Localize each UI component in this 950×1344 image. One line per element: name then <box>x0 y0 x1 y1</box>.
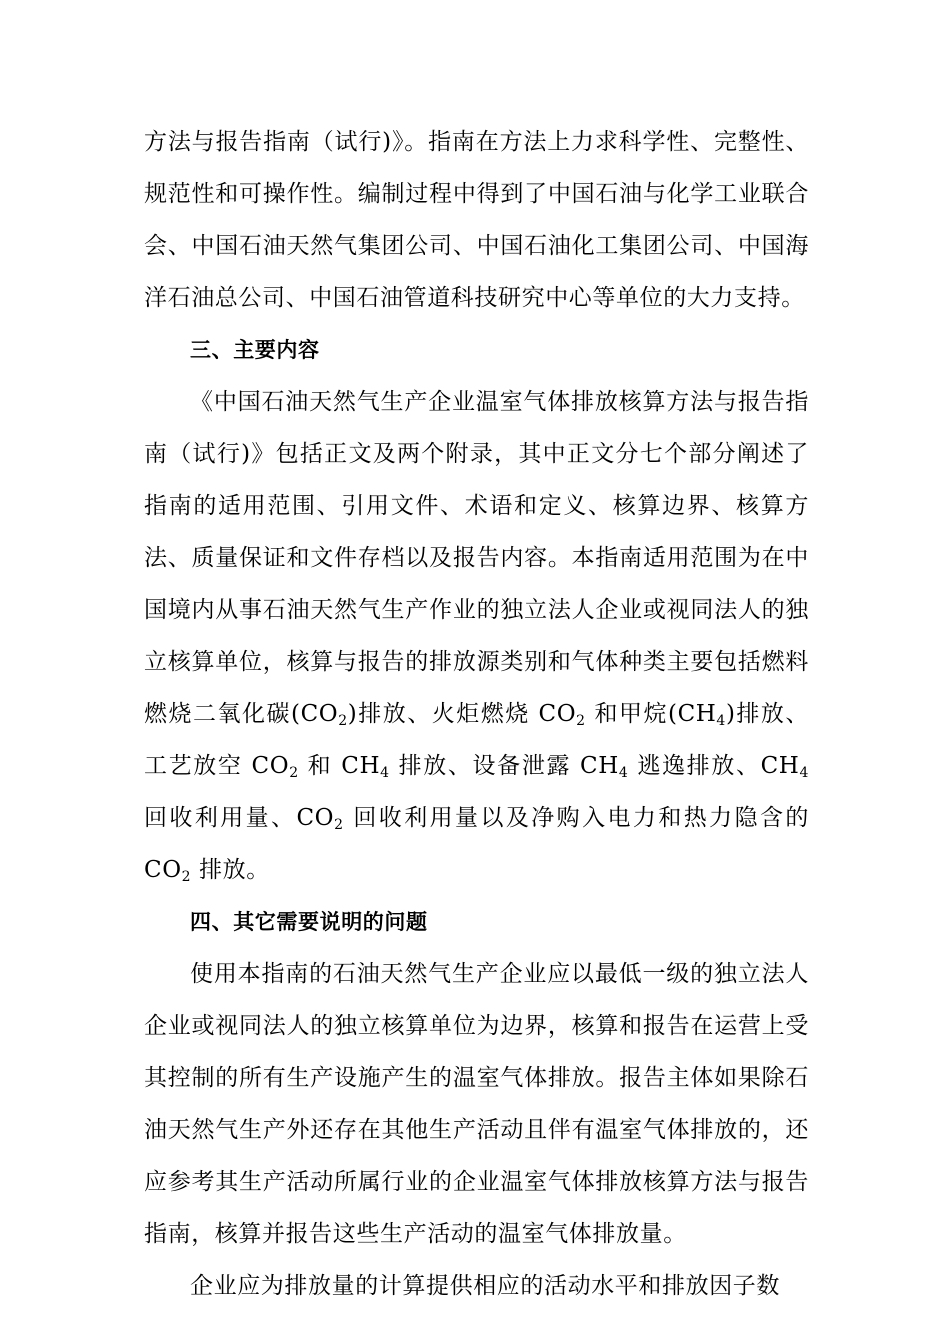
document-body <box>144 116 809 1312</box>
paragraph-boundary: 使用本指南的石油天然气生产企业应以最低一级的独立法人企业或视同法人的独立核算单位为边界，核算和报告在运营上受其控制的所有生产设施产生的温室气体排放。报告主体如果除石油天然气生产外还存在其他生产活动且伴有温室气体排放的，还应参考其生产活动所属行业的企业温室气体排放核算方法与报告指南，核算并报告这些生产活动的温室气体排放量。 <box>144 961 809 1247</box>
paragraph-text: 回收利用量以及净购入电力和热力隐含的 CO <box>144 805 809 883</box>
subscript: 2 <box>289 765 299 781</box>
paragraph-activity-data: 企业应为排放量的计算提供相应的活动水平和排放因子数 <box>190 1273 780 1299</box>
subscript: 2 <box>576 713 586 729</box>
paragraph-intro-continued: 方法与报告指南（试行)》。指南在方法上力求科学性、完整性、规范性和可操作性。编制过程中得到了中国石油与化学工业联合会、中国石油天然气集团公司、中国石油化工集团公司、中国海洋石油总公司、中国石油管道科技研究中心等单位的大力支持。 <box>144 129 809 311</box>
paragraph-text: 排放、设备泄露 CH <box>389 753 619 779</box>
paragraph-text: 和 CH <box>298 753 381 779</box>
subscript: 4 <box>380 765 390 781</box>
subscript: 2 <box>181 869 192 885</box>
paragraph-main-content <box>144 376 809 896</box>
subscript: 4 <box>716 713 726 729</box>
paragraph-text: 逃逸排放、CH <box>628 753 800 779</box>
paragraph-text: )排放、火炬燃烧 CO <box>347 701 577 727</box>
paragraph-text: )排放、工艺放空 CO <box>144 701 810 779</box>
section-heading-other-issues: 四、其它需要说明的问题 <box>190 910 428 934</box>
paragraph-text: 《中国石油天然气生产企业温室气体排放核算方法与报告指南（试行)》包括正文及两个附录，其中正文分七个部分阐述了指南的适用范围、引用文件、术语和定义、核算边界、核算方法、质量保证和文件存档以及报告内容。本指南适用范围为在中国境内从事石油天然气生产作业的独立法人企业或视同法人的独立核算单位，核算与报告的排放源类别和气体种类主要包括燃料燃烧二氧化碳(CO <box>144 389 809 727</box>
subscript: 2 <box>334 817 344 833</box>
paragraph-text: 回收利用量、CO <box>144 805 335 831</box>
paragraph-text: 排放。 <box>191 857 270 883</box>
subscript: 2 <box>338 713 348 729</box>
paragraph-text: 和甲烷(CH <box>585 701 717 727</box>
subscript: 4 <box>799 765 809 781</box>
section-heading-main-content: 三、主要内容 <box>190 338 320 362</box>
subscript: 4 <box>618 765 629 781</box>
